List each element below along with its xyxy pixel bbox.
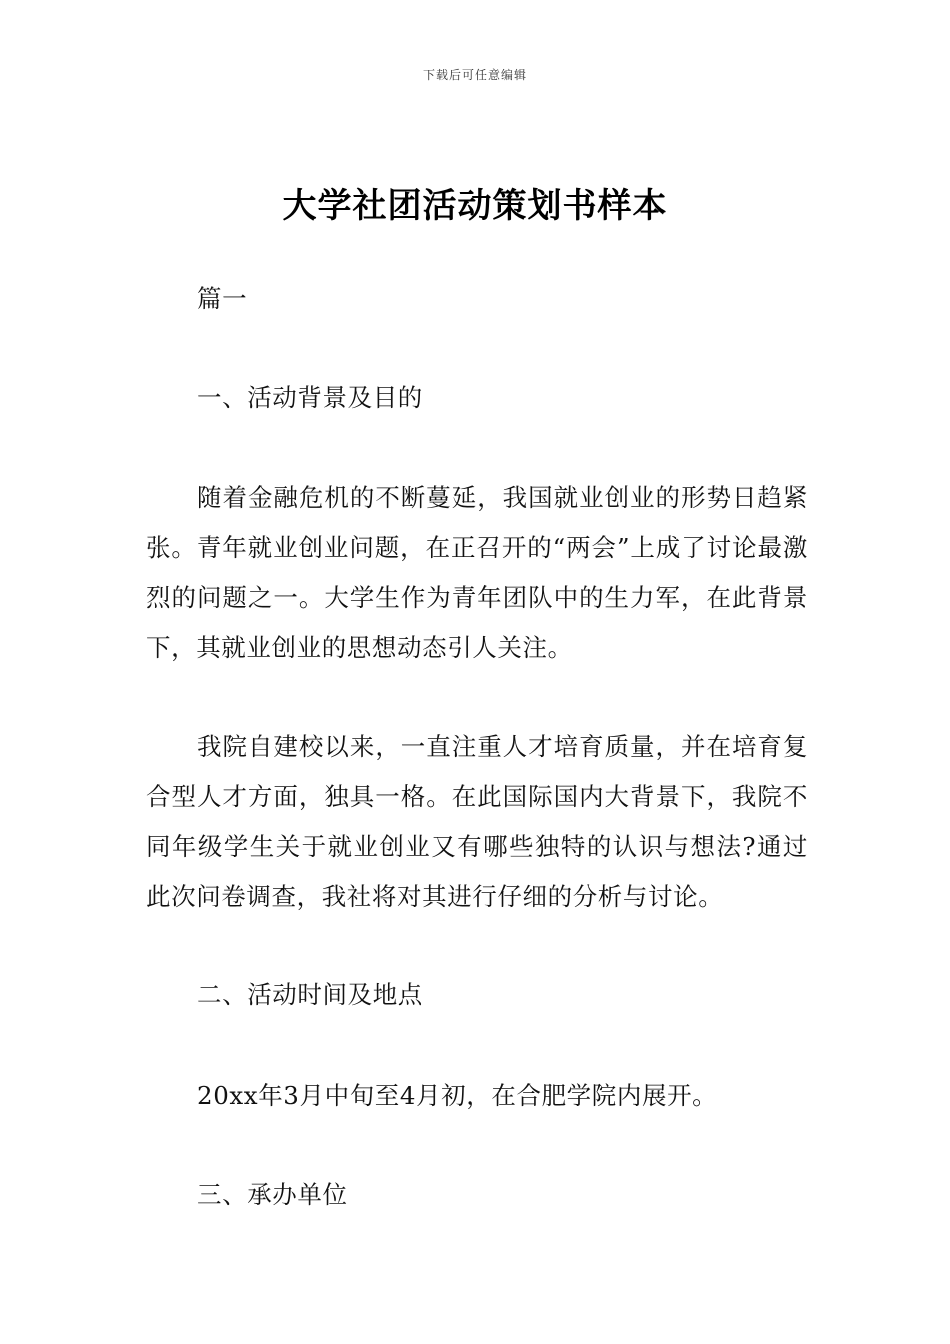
section-2-paragraph-1: 20xx年3月中旬至4月初，在合肥学院内展开。 — [197, 1081, 718, 1110]
section-1-paragraph-2: 我院自建校以来，一直注重人才培育质量，并在培育复合型人才方面，独具一格。在此国际国内大背景下，我院不同年级学生关于就业创业又有哪些独特的认识与想法?通过此次问卷调查，我社将对其进行仔细的分析与讨论。 — [146, 732, 808, 911]
document-title: 大学社团活动策划书样本 — [282, 186, 668, 226]
section-heading-3: 三、承办单位 — [197, 1180, 348, 1209]
section-heading-2: 二、活动时间及地点 — [197, 980, 423, 1009]
section-heading-1: 一、活动背景及目的 — [197, 383, 423, 412]
header-note: 下载后可任意编辑 — [422, 68, 527, 82]
section-1-paragraph-1: 随着金融危机的不断蔓延，我国就业创业的形势日趋紧张。青年就业创业问题，在正召开的“两会”上成了讨论最激烈的问题之一。大学生作为青年团队中的生力军，在此背景下，其就业创业的思想动态引人关注。 — [146, 483, 808, 662]
part-label: 篇一 — [197, 284, 248, 313]
